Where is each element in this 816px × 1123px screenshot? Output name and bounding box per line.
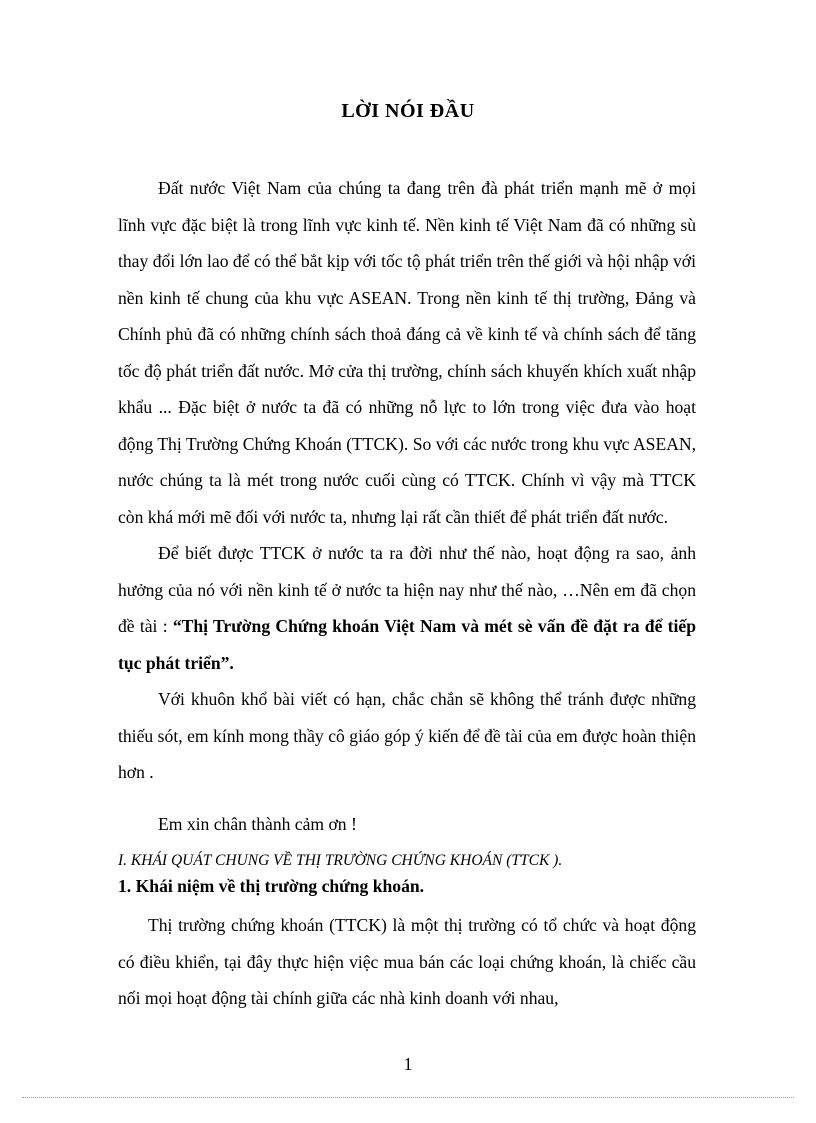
intro-paragraph-2-lead: Để biết được TTCK ở nước ta ra đời như thế nào, hoạt động ra sao, ảnh hưởng của nó với nền kinh tế ở nước ta hiện nay như thế nào, …Nên em đã chọn đề tài :	[118, 543, 696, 636]
intro-paragraph-3: Với khuôn khổ bài viết có hạn, chắc chắn sẽ không thể tránh được những thiếu sót, em kính mong thầy cô giáo góp ý kiến để đề tài của em được hoàn thiện hơn .	[118, 689, 696, 782]
section-heading: I. KHÁI QUÁT CHUNG VỀ THỊ TRƯỜNG CHỨNG KHOÁN (TTCK ).	[118, 852, 563, 869]
section-paragraph: Thị trường chứng khoán (TTCK) là một thị trường có tổ chức và hoạt động có điều khiển, tại đây thực hiện việc mua bán các loại chứng khoán, là chiếc cầu nối mọi hoạt động tài chính giữa các nhà kinh doanh với nhau,	[118, 915, 696, 1008]
page-title: LỜI NÓI ĐẦU	[341, 100, 475, 122]
page-number: 1	[403, 1054, 413, 1074]
page-bottom-divider	[22, 1097, 794, 1098]
section-body	[118, 907, 696, 1017]
intro-paragraph-1: Đất nước Việt Nam của chúng ta đang trên đà phát triển mạnh mẽ ở mọi lĩnh vực đặc biệt là trong lĩnh vực kinh tế. Nền kinh tế Việt Nam đã có những sù thay đổi lớn lao để có thể bắt kịp với tốc tộ phát triển trên thế giới và hội nhập với nền kinh tế chung của khu vực ASEAN. Trong nền kinh tế thị trường, Đảng và Chính phủ đã có những chính sách thoả đáng cả về kinh tế và chính sách để tăng tốc độ phát triển đất nước. Mở cửa thị trường, chính sách khuyến khích xuất nhập khẩu ... Đặc biệt ở nước ta đã có những nỗ lực to lớn trong việc đưa vào hoạt động Thị Trường Chứng Khoán (TTCK). So với các nước trong khu vực ASEAN, nước chúng ta là mét trong nước cuối cùng có TTCK. Chính vì vậy mà TTCK còn khá mới mẽ đối với nước ta, nhưng lại rất cần thiết để phát triển đất nước.	[118, 178, 696, 527]
subsection-heading: 1. Khái niệm về thị trường chứng khoán.	[118, 876, 425, 896]
topic-title: “Thị Trường Chứng khoán Việt Nam và mét sè vấn đề đặt ra để tiếp tục phát triển”.	[118, 616, 697, 673]
thanks-line: Em xin chân thành cảm ơn !	[158, 814, 357, 834]
intro-paragraph-2	[118, 535, 696, 681]
intro-body	[118, 170, 696, 791]
